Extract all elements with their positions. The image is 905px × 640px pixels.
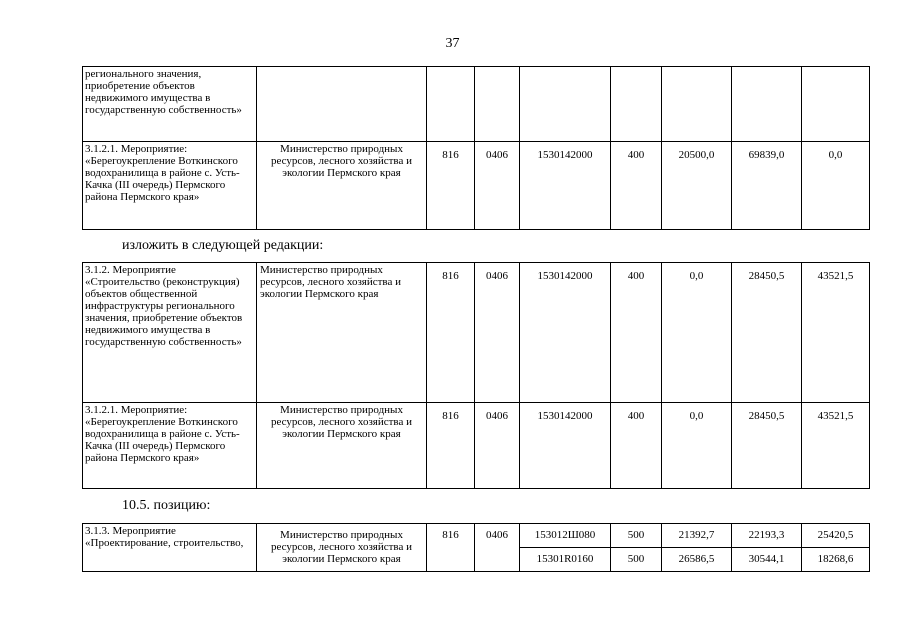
responsible-org-cell: Министерство природных ресурсов, лесного хозяйства и экологии Пермского края [257, 142, 427, 230]
empty-cell [802, 67, 870, 142]
amount-year1-cell: 0,0 [662, 263, 732, 403]
page-number: 37 [445, 36, 460, 51]
csr-code-cell: 1530142000 [520, 263, 611, 403]
amount-year1-cell: 21392,7 [662, 524, 732, 548]
empty-cell [257, 67, 427, 142]
grbs-code-cell: 816 [427, 524, 475, 572]
amount-year2-cell: 28450,5 [732, 403, 802, 489]
amount-year1-cell: 20500,0 [662, 142, 732, 230]
measure-name-cell: 3.1.3. Мероприятие «Проектирование, строительство, [83, 524, 257, 572]
amount-year3-cell: 43521,5 [802, 263, 870, 403]
measure-name-cell: 3.1.2.1. Мероприятие: «Берегоукрепление Воткинского водохранилища в районе с. Усть-Качка (III очередь) Пермского района Пермского края» [83, 403, 257, 489]
csr-code-cell: 1530142000 [520, 142, 611, 230]
grbs-code-cell: 816 [427, 142, 475, 230]
responsible-org-cell: Министерство природных ресурсов, лесного хозяйства и экологии Пермского края [257, 524, 427, 572]
section-code-cell: 0406 [475, 263, 520, 403]
vr-code-cell: 500 [611, 524, 662, 548]
table-row [83, 67, 870, 142]
responsible-org-cell: Министерство природных ресурсов, лесного хозяйства и экологии Пермского края [257, 403, 427, 489]
measure-name-cell: 3.1.2. Мероприятие «Строительство (реконструкция) объектов общественной инфраструктуры регионального значения, приобретение объектов недвижимого имущества в государственную собственность» [83, 263, 257, 403]
vr-code-cell: 400 [611, 142, 662, 230]
amendment-caption: 10.5. позицию: [122, 498, 211, 513]
table-row [83, 524, 870, 548]
grbs-code-cell: 816 [427, 403, 475, 489]
empty-cell [475, 67, 520, 142]
amount-year3-cell: 43521,5 [802, 403, 870, 489]
amount-year1-cell: 0,0 [662, 403, 732, 489]
amount-year3-cell: 25420,5 [802, 524, 870, 548]
section-code-cell: 0406 [475, 524, 520, 572]
csr-code-cell: 1530142000 [520, 403, 611, 489]
table-row [83, 263, 870, 403]
empty-cell [611, 67, 662, 142]
amount-year2-cell: 28450,5 [732, 263, 802, 403]
empty-cell [520, 67, 611, 142]
budget-table-new [82, 262, 870, 489]
empty-cell [732, 67, 802, 142]
budget-table-old [82, 66, 870, 230]
vr-code-cell: 500 [611, 548, 662, 572]
amount-year1-cell: 26586,5 [662, 548, 732, 572]
csr-code-cell: 15301R0160 [520, 548, 611, 572]
amount-year3-cell: 18268,6 [802, 548, 870, 572]
table-row [83, 403, 870, 489]
amount-year2-cell: 69839,0 [732, 142, 802, 230]
amount-year2-cell: 30544,1 [732, 548, 802, 572]
amount-year2-cell: 22193,3 [732, 524, 802, 548]
responsible-org-cell: Министерство природных ресурсов, лесного хозяйства и экологии Пермского края [257, 263, 427, 403]
amendment-caption: изложить в следующей редакции: [122, 238, 324, 253]
empty-cell [427, 67, 475, 142]
grbs-code-cell: 816 [427, 263, 475, 403]
budget-table-position [82, 523, 870, 572]
measure-name-cell: регионального значения, приобретение объектов недвижимого имущества в государственную собственность» [83, 67, 257, 142]
amount-year3-cell: 0,0 [802, 142, 870, 230]
section-code-cell: 0406 [475, 403, 520, 489]
measure-name-cell: 3.1.2.1. Мероприятие: «Берегоукрепление Воткинского водохранилища в районе с. Усть-Качка (III очередь) Пермского района Пермского края» [83, 142, 257, 230]
csr-code-cell: 153012Ш080 [520, 524, 611, 548]
table-row [83, 142, 870, 230]
vr-code-cell: 400 [611, 263, 662, 403]
empty-cell [662, 67, 732, 142]
vr-code-cell: 400 [611, 403, 662, 489]
section-code-cell: 0406 [475, 142, 520, 230]
